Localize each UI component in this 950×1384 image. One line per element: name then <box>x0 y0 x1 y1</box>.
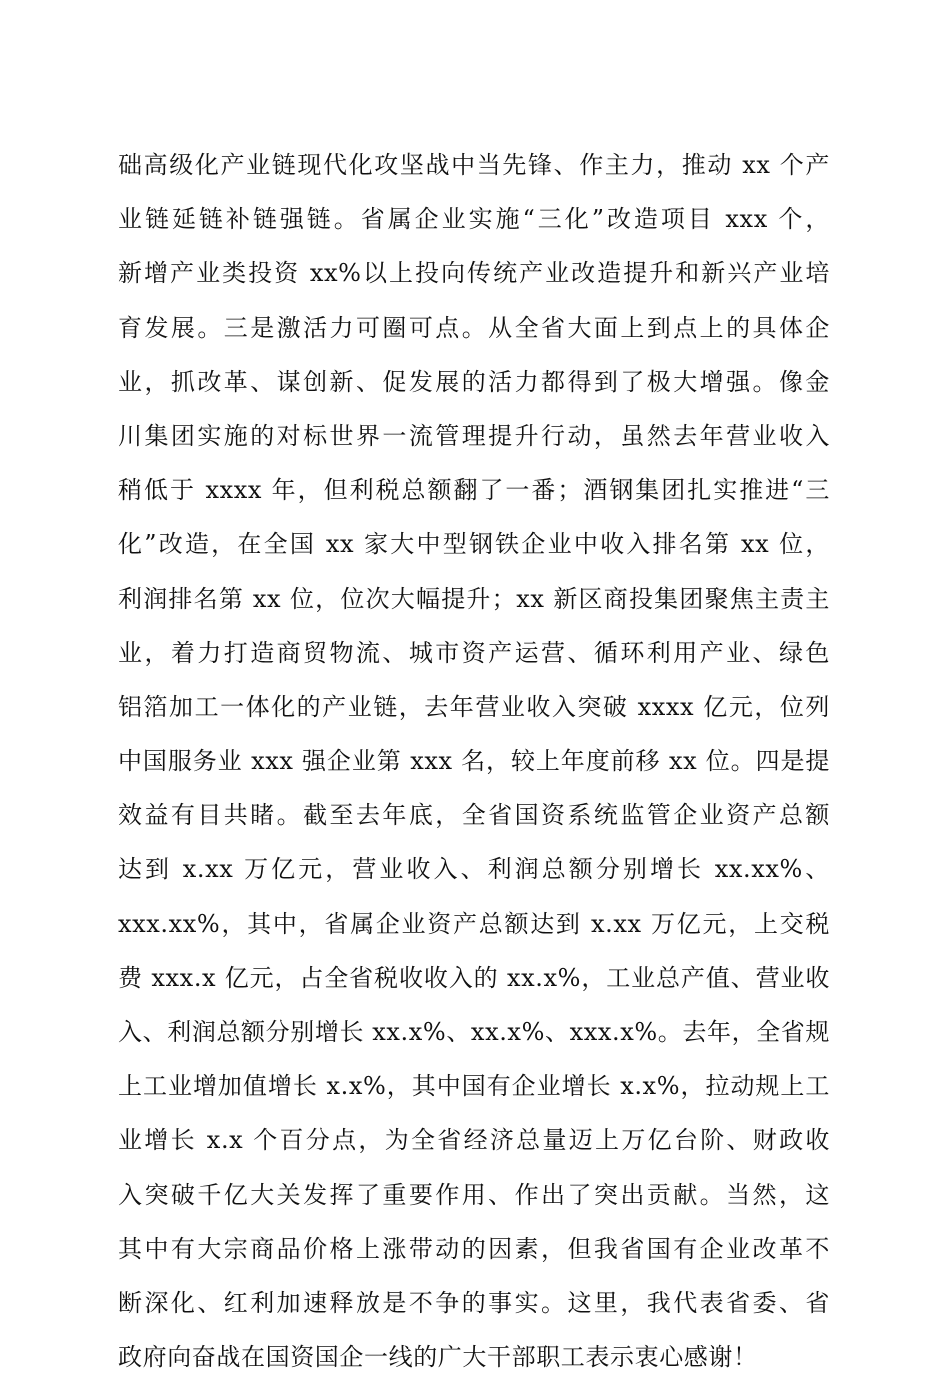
text-line: 新增产业类投资 xx%以上投向传统产业改造提升和新兴产业培 <box>118 259 830 288</box>
text-line: 其中有大宗商品价格上涨带动的因素，但我省国有企业改革不 <box>118 1234 830 1263</box>
text-line: 业，着力打造商贸物流、城市资产运营、循环利用产业、绿色 <box>118 638 830 667</box>
body-paragraph <box>118 138 830 1384</box>
text-line: 育发展。三是激活力可圈可点。从全省大面上到点上的具体企 <box>118 313 830 342</box>
text-line: 铝箔加工一体化的产业链，去年营业收入突破 xxxx 亿元，位列 <box>118 692 830 721</box>
text-line: 入突破千亿大关发挥了重要作用、作出了突出贡献。当然，这 <box>118 1180 830 1209</box>
text-line: 业增长 x.x 个百分点，为全省经济总量迈上万亿台阶、财政收 <box>118 1126 830 1155</box>
text-line: 达到 x.xx 万亿元，营业收入、利润总额分别增长 xx.xx%、 <box>118 855 830 884</box>
text-line: 川集团实施的对标世界一流管理提升行动，虽然去年营业收入 <box>118 421 830 450</box>
text-line: 效益有目共睹。截至去年底，全省国资系统监管企业资产总额 <box>118 801 830 830</box>
text-line: 费 xxx.x 亿元，占全省税收收入的 xx.x%，工业总产值、营业收 <box>118 963 830 992</box>
text-line: 断深化、红利加速释放是不争的事实。这里，我代表省委、省 <box>118 1288 830 1317</box>
text-line: 业，抓改革、谋创新、促发展的活力都得到了极大增强。像金 <box>118 367 830 396</box>
text-line: 化”改造，在全国 xx 家大中型钢铁企业中收入排名第 xx 位， <box>118 530 830 559</box>
text-line: 础高级化产业链现代化攻坚战中当先锋、作主力，推动 xx 个产 <box>118 151 830 179</box>
text-line: 上工业增加值增长 x.x%，其中国有企业增长 x.x%，拉动规上工 <box>118 1072 830 1101</box>
text-line: 稍低于 xxxx 年，但利税总额翻了一番；酒钢集团扎实推进“三 <box>118 476 830 505</box>
text-line: 业链延链补链强链。省属企业实施“三化”改造项目 xxx 个， <box>118 205 830 234</box>
text-line: 政府向奋战在国资国企一线的广大干部职工表示衷心感谢！ <box>118 1343 758 1372</box>
text-line: xxx.xx%，其中，省属企业资产总额达到 x.xx 万亿元，上交税 <box>118 909 830 938</box>
text-line: 入、利润总额分别增长 xx.x%、xx.x%、xxx.x%。去年，全省规 <box>118 1018 830 1046</box>
text-line: 中国服务业 xxx 强企业第 xxx 名，较上年度前移 xx 位。四是提 <box>118 747 830 776</box>
text-line: 利润排名第 xx 位，位次大幅提升；xx 新区商投集团聚焦主责主 <box>118 584 830 613</box>
